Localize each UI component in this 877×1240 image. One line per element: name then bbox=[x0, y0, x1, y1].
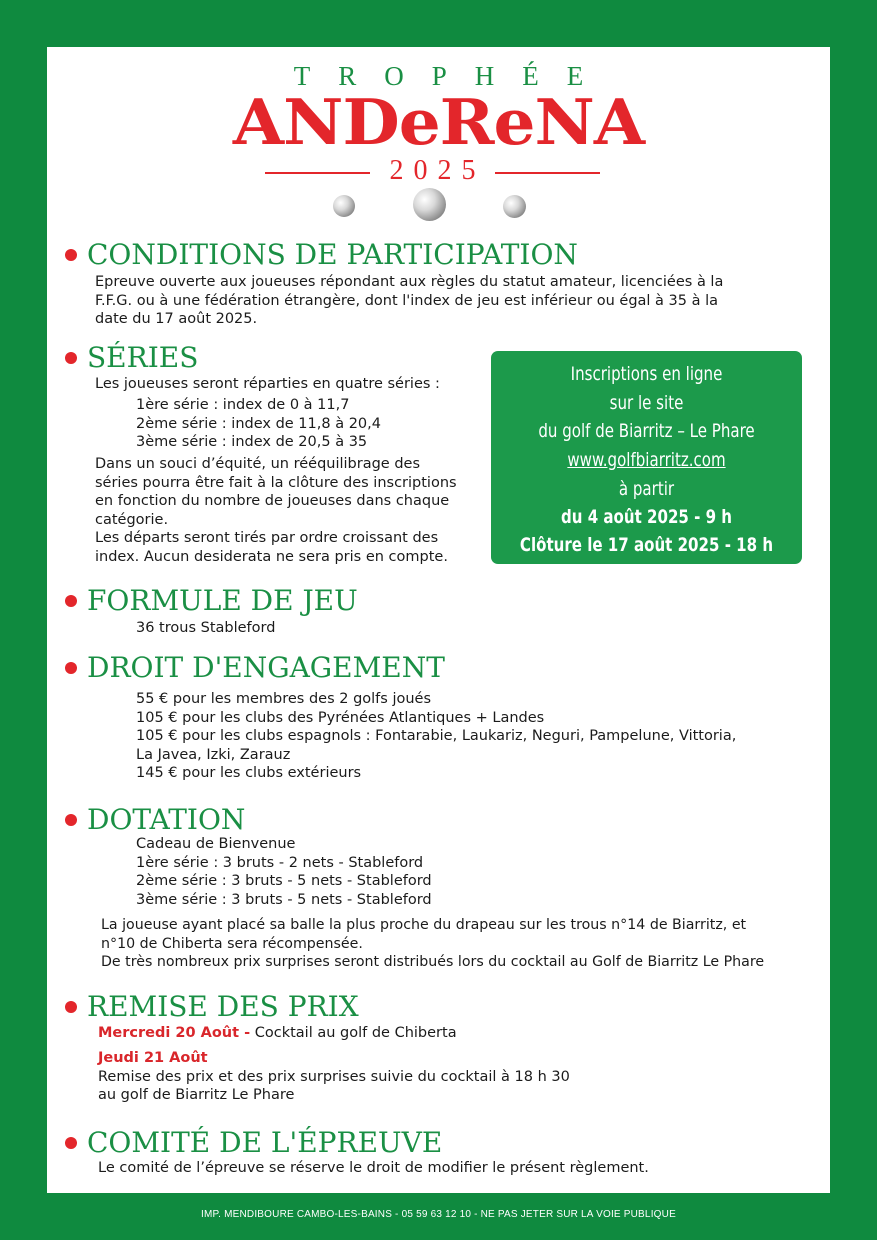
conditions-text: Epreuve ouverte aux joueuses répondant aux règles du statut amateur, licenciées à la F.F.G. ou à une fédération étrangère, dont l'index de jeu est inférieur ou égal à 35 à la date du 17 août 2025. bbox=[95, 274, 724, 328]
series-intro: Les joueuses seront réparties en quatre séries : bbox=[95, 376, 440, 392]
year-text: 2025 bbox=[389, 155, 486, 186]
golf-ball-icon bbox=[413, 188, 446, 221]
section-title-series: SÉRIES bbox=[65, 342, 198, 374]
registration-line: à partir bbox=[618, 478, 675, 500]
bullet-icon bbox=[65, 1001, 77, 1013]
bullet-icon bbox=[65, 249, 77, 261]
dotation-notes: La joueuse ayant placé sa balle la plus proche du drapeau sur les trous n°14 de Biarritz, et n°10 de Chiberta sera récompensée. De très nombreux prix surprises seront distribués lors du cocktail au Golf de Biarritz Le Phare bbox=[101, 917, 765, 971]
section-title-conditions: CONDITIONS DE PARTICIPATION bbox=[65, 239, 578, 271]
document-sheet bbox=[47, 47, 830, 1193]
trophee-heading: TROPHÉE bbox=[293, 61, 612, 91]
bullet-icon bbox=[65, 662, 77, 674]
droit-list: 55 € pour les membres des 2 golfs joués 105 € pour les clubs des Pyrénées Atlantiques + Landes 105 € pour les clubs espagnols : Fontarabie, Laukariz, Neguri, Pampelune, Vittoria, La Javea, Izki, Zarauz 145 € pour les clubs extérieurs bbox=[136, 691, 737, 782]
remise-day2: Jeudi 21 Août Remise des prix et des prix surprises suivie du cocktail à 18 h 30 au golf de Biarritz Le Phare bbox=[98, 1050, 570, 1104]
brand-logo-text: ANDeReNA bbox=[232, 84, 645, 160]
comite-text: Le comité de l’épreuve se réserve le droit de modifier le présent règlement. bbox=[98, 1160, 649, 1176]
bullet-icon bbox=[65, 1137, 77, 1149]
registration-line: sur le site bbox=[609, 392, 684, 414]
registration-close: Clôture le 17 août 2025 - 18 h bbox=[519, 534, 774, 556]
section-title-dotation: DOTATION bbox=[65, 804, 245, 836]
dotation-list: Cadeau de Bienvenue 1ère série : 3 bruts - 2 nets - Stableford 2ème série : 3 bruts - 5 nets - Stableford 3ème série : 3 bruts - 5 nets - Stableford bbox=[136, 836, 432, 908]
registration-box bbox=[491, 351, 802, 564]
year-rule-right bbox=[495, 172, 600, 174]
bullet-icon bbox=[65, 814, 77, 826]
section-title-comite: COMITÉ DE L'ÉPREUVE bbox=[65, 1127, 442, 1159]
formule-text: 36 trous Stableford bbox=[136, 620, 276, 636]
golf-ball-icon bbox=[503, 195, 526, 218]
bullet-icon bbox=[65, 352, 77, 364]
registration-line: Inscriptions en ligne bbox=[570, 363, 723, 385]
footer-imprint: IMP. MENDIBOURE CAMBO-LES-BAINS - 05 59 63 12 10 - NE PAS JETER SUR LA VOIE PUBLIQUE bbox=[201, 1209, 676, 1220]
year-banner bbox=[265, 155, 600, 185]
registration-link[interactable]: www.golfbiarritz.com bbox=[567, 449, 726, 471]
bullet-icon bbox=[65, 595, 77, 607]
golf-ball-icon bbox=[333, 195, 355, 217]
registration-start: du 4 août 2025 - 9 h bbox=[560, 506, 733, 528]
series-list: 1ère série : index de 0 à 11,7 2ème série : index de 11,8 à 20,4 3ème série : index de 20,5 à 35 bbox=[136, 397, 381, 451]
section-title-formule: FORMULE DE JEU bbox=[65, 585, 358, 617]
remise-day1: Mercredi 20 Août - Cocktail au golf de Chiberta bbox=[98, 1025, 457, 1041]
section-title-remise: REMISE DES PRIX bbox=[65, 991, 359, 1023]
registration-line: du golf de Biarritz – Le Phare bbox=[538, 420, 755, 442]
section-title-droit: DROIT D'ENGAGEMENT bbox=[65, 652, 445, 684]
series-details: Dans un souci d’équité, un rééquilibrage des séries pourra être fait à la clôture des inscriptions en fonction du nombre de joueuses dans chaque catégorie. Les départs seront tirés par ordre croissant des index. Aucun desiderata ne sera pris en compte. bbox=[95, 456, 457, 565]
